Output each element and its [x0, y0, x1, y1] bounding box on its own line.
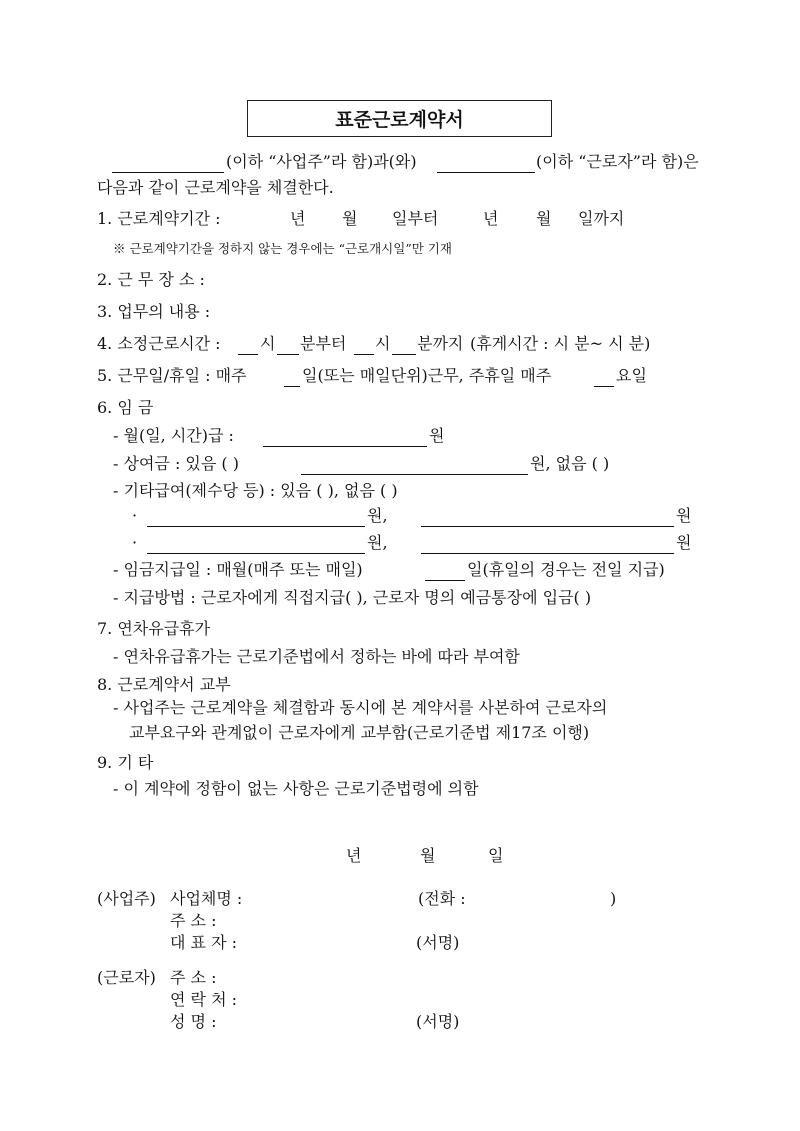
wage-label: - 월(일, 시간)급 : — [113, 426, 234, 445]
s1-month1: 월 — [342, 209, 358, 228]
bonus-won: 원, 없음 ( ) — [530, 454, 610, 473]
worker-tag: (근로자) — [97, 968, 156, 987]
payment-method: - 지급방법 : 근로자에게 직접지급( ), 근로자 명의 예금통장에 입금( ) — [113, 588, 592, 607]
employer-representative: 대 표 자 : — [170, 933, 238, 952]
s4-min2: 분까지 — [417, 334, 464, 353]
s4-blank4[interactable] — [392, 339, 416, 355]
s2-workplace: 2. 근 무 장 소 : — [97, 270, 205, 289]
s4-hour1: 시 — [260, 334, 276, 353]
s5-blank1[interactable] — [284, 371, 300, 387]
other-blank-1a[interactable] — [147, 511, 365, 527]
s9-label: 9. 기 타 — [97, 753, 154, 772]
s1-year1: 년 — [290, 209, 306, 228]
worker-signature[interactable]: (서명) — [416, 1012, 460, 1031]
date-month: 월 — [420, 846, 436, 865]
s4-rest-time: (휴게시간 : 시 분~ 시 분) — [470, 334, 651, 353]
employer-phone-close: ) — [610, 889, 617, 908]
payday-blank[interactable] — [425, 565, 465, 581]
s7-label: 7. 연차유급휴가 — [97, 619, 211, 638]
s5-label: 5. 근무일/휴일 : 매주 — [97, 366, 247, 385]
date-day: 일 — [488, 846, 504, 865]
intro-employer-text: (이하 “사업주”라 함)과(와) — [226, 152, 417, 171]
s4-blank1[interactable] — [238, 339, 258, 355]
worker-address: 주 소 : — [170, 968, 217, 987]
s7-text: - 연차유급휴가는 근로기준법에서 정하는 바에 따라 부여함 — [113, 647, 520, 666]
other-bullet-2: · — [132, 533, 138, 552]
wage-won: 원 — [429, 426, 445, 445]
other-pay-label: - 기타급여(제수당 등) : 있음 ( ), 없음 ( ) — [113, 481, 398, 500]
s4-blank3[interactable] — [354, 339, 374, 355]
other-won-1a: 원, — [367, 506, 388, 525]
s4-hour2: 시 — [375, 334, 391, 353]
s8-label: 8. 근로계약서 교부 — [97, 675, 231, 694]
payday-label: - 임금지급일 : 매월(매주 또는 매일) — [113, 560, 363, 579]
s1-day1: 일부터 — [392, 209, 439, 228]
other-won-2b: 원 — [676, 533, 692, 552]
s4-label: 4. 소정근로시간 : — [97, 334, 221, 353]
s1-month2: 월 — [536, 209, 552, 228]
employer-name-blank[interactable] — [112, 157, 224, 173]
s4-min1: 분부터 — [300, 334, 347, 353]
other-blank-1b[interactable] — [421, 511, 674, 527]
wage-blank[interactable] — [263, 431, 427, 447]
s1-day2: 일까지 — [578, 209, 625, 228]
payday-rest: 일(휴일의 경우는 전일 지급) — [467, 560, 665, 579]
s4-blank2[interactable] — [277, 339, 299, 355]
employer-address: 주 소 : — [170, 911, 217, 930]
worker-name-blank[interactable] — [437, 157, 535, 173]
s3-duties: 3. 업무의 내용 : — [97, 302, 211, 321]
employer-company: 사업체명 : — [170, 889, 243, 908]
other-blank-2b[interactable] — [421, 538, 674, 554]
s5-blank2[interactable] — [594, 371, 614, 387]
other-won-2a: 원, — [367, 533, 388, 552]
s8-text-2: 교부요구와 관계없이 근로자에게 교부함(근로기준법 제17조 이행) — [129, 723, 590, 742]
employer-tag: (사업주) — [97, 889, 156, 908]
s8-text-1: - 사업주는 근로계약을 체결함과 동시에 본 계약서를 사본하여 근로자의 — [113, 698, 608, 717]
worker-contact: 연 락 처 : — [170, 990, 238, 1009]
other-bullet-1: · — [132, 506, 138, 525]
s9-text: - 이 계약에 정함이 없는 사항은 근로기준법령에 의함 — [113, 779, 479, 798]
worker-name: 성 명 : — [170, 1012, 217, 1031]
employer-phone: (전화 : — [418, 889, 466, 908]
intro-worker-text: (이하 “근로자”라 함)은 — [536, 152, 699, 171]
s5-end: 요일 — [616, 366, 647, 385]
s5-mid: 일(또는 매일단위)근무, 주휴일 매주 — [302, 366, 552, 385]
bonus-label: - 상여금 : 있음 ( ) — [113, 454, 239, 473]
document-title: 표준근로계약서 — [247, 100, 552, 137]
employer-signature[interactable]: (서명) — [416, 933, 460, 952]
s1-year2: 년 — [483, 209, 499, 228]
date-year: 년 — [346, 846, 362, 865]
other-blank-2a[interactable] — [147, 538, 365, 554]
s1-note: ※ 근로계약기간을 정하지 않는 경우에는 “근로개시일”만 기재 — [113, 241, 452, 256]
s1-label: 1. 근로계약기간 : — [97, 209, 221, 228]
other-won-1b: 원 — [676, 506, 692, 525]
bonus-blank[interactable] — [301, 459, 528, 475]
intro-line-2: 다음과 같이 근로계약을 체결한다. — [97, 178, 334, 197]
s6-label: 6. 임 금 — [97, 398, 154, 417]
